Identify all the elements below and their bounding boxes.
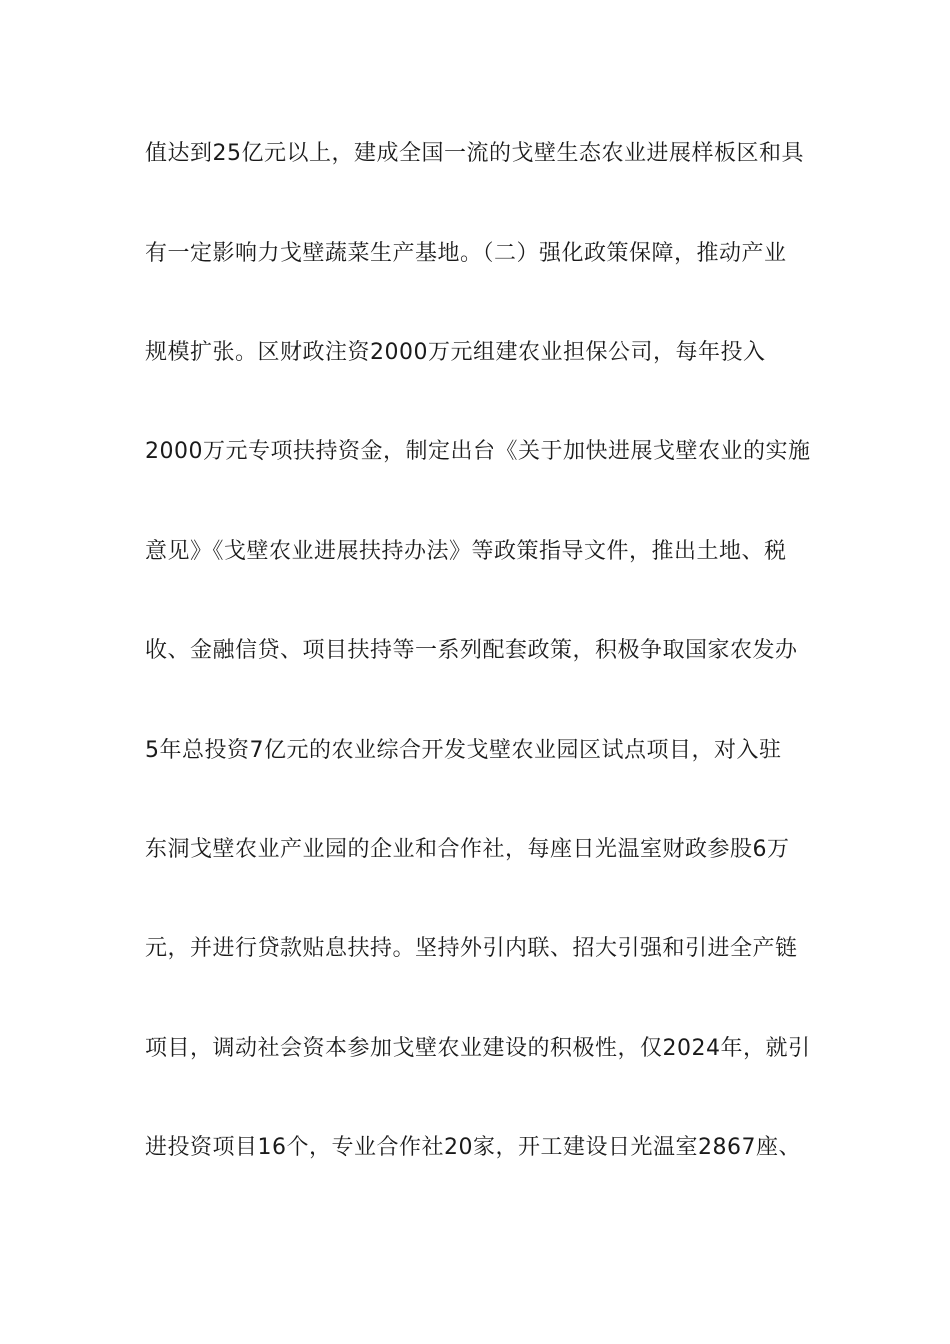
text-line: 收、金融信贷、项目扶持等一系列配套政策，积极争取国家农发办 xyxy=(145,638,798,663)
text-line: 意见》《戈壁农业进展扶持办法》等政策指导文件，推出土地、税 xyxy=(145,539,787,564)
text-line: 进投资项目16个，专业合作社20家，开工建设日光温室2867座、 xyxy=(145,1135,801,1160)
text-line: 规模扩张。区财政注资2000万元组建农业担保公司，每年投入 xyxy=(145,340,766,365)
text-line: 5年总投资7亿元的农业综合开发戈壁农业园区试点项目，对入驻 xyxy=(145,738,782,763)
text-line: 值达到25亿元以上，建成全国一流的戈壁生态农业进展样板区和具 xyxy=(145,141,804,166)
text-line: 项目，调动社会资本参加戈壁农业建设的积极性，仅2024年，就引 xyxy=(145,1036,811,1061)
text-line: 有一定影响力戈壁蔬菜生产基地。（二）强化政策保障，推动产业 xyxy=(145,241,787,266)
text-line: 2000万元专项扶持资金，制定出台《关于加快进展戈壁农业的实施 xyxy=(145,439,811,464)
text-line: 元，并进行贷款贴息扶持。坚持外引内联、招大引强和引进全产链 xyxy=(145,936,798,961)
text-line: 东洞戈壁农业产业园的企业和合作社，每座日光温室财政参股6万 xyxy=(145,837,790,862)
